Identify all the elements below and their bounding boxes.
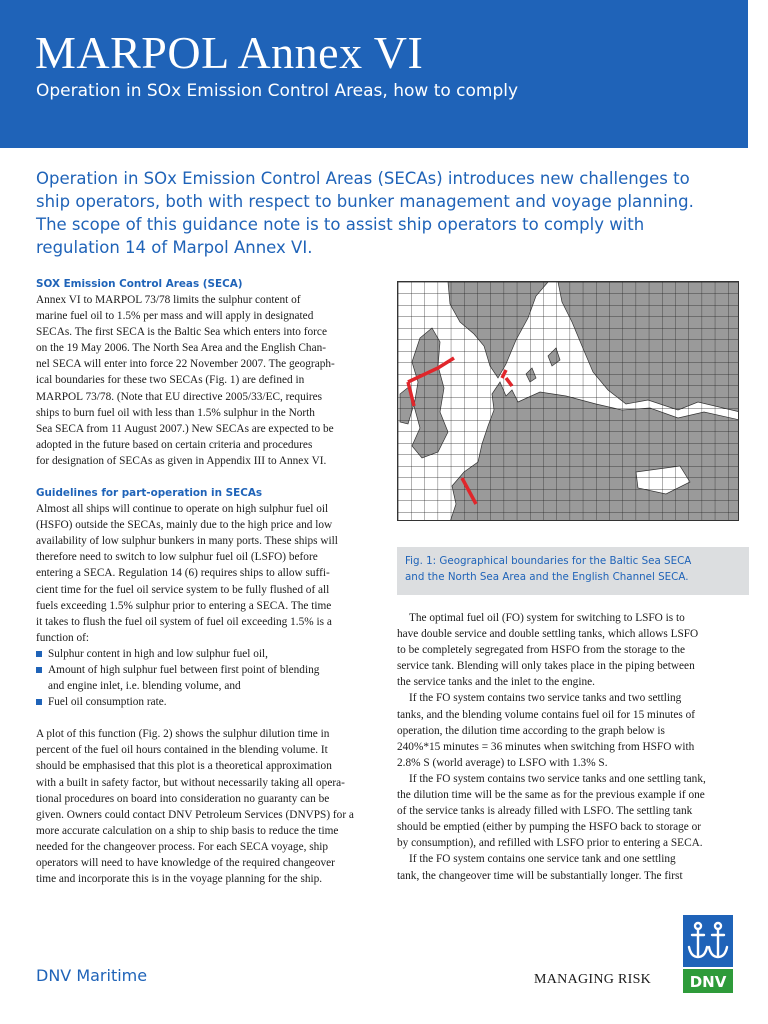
- text-line: more accurate calculation on a ship to ship basis to reduce the time: [36, 824, 339, 837]
- dnv-logo: [683, 915, 733, 993]
- header-banner: [0, 0, 748, 148]
- right-paragraph: [397, 610, 706, 690]
- text-line: ical boundaries for these two SECAs (Fig. 1) are defined in: [36, 374, 305, 387]
- text-line: therefore need to switch to low sulphur fuel oil (LSFO) before: [36, 551, 318, 564]
- text-line: availability of low sulphur bunkers in many ports. These ships will: [36, 535, 338, 548]
- text-line: marine fuel oil to 1.5% per mass and will apply in designated: [36, 310, 314, 323]
- text-line: percent of the fuel oil hours contained in the blending volume. It: [36, 744, 328, 757]
- text-line: needed for the changeover process. For each SECA voyage, ship: [36, 840, 329, 853]
- text-line: function of:: [36, 631, 90, 644]
- text-line: tanks, and the blending volume contains fuel oil for 15 minutes of: [397, 708, 696, 721]
- bullet-text-continued: and engine inlet, i.e. blending volume, and: [48, 680, 241, 693]
- text-line: the dilution time will be the same as for the previous example if one: [397, 789, 705, 802]
- figure-caption: [397, 547, 749, 595]
- footer-tagline: MANAGING RISK: [534, 972, 652, 987]
- intro-line: ship operators, both with respect to bunker management and voyage planning.: [36, 192, 694, 211]
- seca-map-svg: [398, 282, 739, 521]
- text-line: If the FO system contains two service tanks and one settling tank,: [409, 772, 706, 785]
- text-line: ships to burn fuel oil with less than 1.5% sulphur in the North: [36, 406, 315, 419]
- right-paragraph: [397, 771, 706, 851]
- intro-line: Operation in SOx Emission Control Areas (SECAs) introduces new challenges to: [36, 169, 690, 188]
- text-line: it takes to flush the fuel oil system of fuel oil exceeding 1.5% is a: [36, 615, 332, 628]
- text-line: for designation of SECAs as given in Appendix III to Annex VI.: [36, 454, 327, 467]
- bullet-item: [36, 662, 354, 678]
- text-line: tank, the changeover time will be substantially longer. The first: [397, 869, 683, 882]
- guidelines-heading: Guidelines for part-operation in SECAs: [36, 487, 263, 500]
- text-line: operators will need to have knowledge of the required changeover: [36, 857, 335, 869]
- intro-line: The scope of this guidance note is to assist ship operators to comply with: [36, 215, 645, 234]
- text-line: If the FO system contains two service tanks and two settling: [409, 692, 682, 705]
- bullet-text: Amount of high sulphur fuel between first point of blending: [48, 663, 320, 676]
- text-line: (HSFO) outside the SECAs, mainly due to the high price and low: [36, 519, 333, 532]
- text-line: nel SECA will enter into force 22 November 2007. The geograph-: [36, 358, 335, 371]
- text-line: Almost all ships will continue to operate on high sulphur fuel oil: [36, 503, 329, 516]
- text-line: of the service tanks is already filled with LSFO. The settling tank: [397, 805, 693, 818]
- text-line: SECAs. The first SECA is the Baltic Sea which enters into force: [36, 326, 327, 339]
- intro-line: regulation 14 of Marpol Annex VI.: [36, 238, 313, 257]
- dnv-logo-icon: [683, 915, 733, 993]
- bullet-marker: [36, 667, 42, 673]
- text-line: The optimal fuel oil (FO) system for switching to LSFO is to: [409, 612, 685, 624]
- text-line: time and incorporate this is in the voyage planning for the ship.: [36, 873, 323, 886]
- text-line: operation, the dilution time according to the graph below is: [397, 724, 665, 737]
- text-line: fuels exceeding 1.5% sulphur prior to entering a SECA. The time: [36, 599, 332, 612]
- text-line: the service tanks and the inlet to the engine.: [397, 676, 595, 689]
- text-line: on the 19 May 2006. The North Sea Area and the English Chan-: [36, 342, 327, 355]
- text-line: with a built in safety factor, but without necessarily taking all opera-: [36, 776, 345, 789]
- seca-paragraph: [36, 292, 354, 469]
- seca-heading: SOX Emission Control Areas (SECA): [36, 278, 243, 290]
- text-line: Annex VI to MARPOL 73/78 limits the sulphur content of: [36, 294, 301, 306]
- bullet-marker: [36, 699, 42, 705]
- logo-text: DNV: [689, 973, 727, 991]
- text-line: service tank. Blending will only takes place in the piping between: [397, 660, 695, 673]
- caption-line: Fig. 1: Geographical boundaries for the Baltic Sea SECA: [405, 555, 692, 567]
- page-title: MARPOL Annex VI: [35, 27, 424, 78]
- right-column: [397, 610, 706, 884]
- text-line: given. Owners could contact DNV Petroleum Services (DNVPS) for a: [36, 808, 354, 821]
- right-paragraph: [397, 690, 706, 770]
- text-line: MARPOL 73/78. (Note that EU directive 2005/33/EC, requires: [36, 390, 323, 403]
- text-line: by consumption), and refilled with LSFO prior to entering a SECA.: [397, 837, 703, 850]
- text-line: A plot of this function (Fig. 2) shows the sulphur dilution time in: [36, 728, 330, 741]
- right-paragraph: [397, 851, 706, 883]
- seca-map-figure: [397, 281, 739, 521]
- text-line: If the FO system contains one service tank and one settling: [409, 853, 676, 866]
- left-column: [36, 276, 354, 887]
- text-line: should be emptied (either by pumping the HSFO back to storage or: [397, 821, 702, 834]
- guidelines-paragraph: [36, 501, 354, 646]
- text-line: entering a SECA. Regulation 14 (6) requires ships to allow suffi-: [36, 567, 330, 580]
- bullet-text: Fuel oil consumption rate.: [48, 696, 167, 709]
- text-line: adopted in the future based on certain criteria and procedures: [36, 438, 313, 451]
- bullet-item: [36, 694, 354, 710]
- text-line: should be emphasised that this plot is a theoretical approximation: [36, 760, 332, 773]
- bullet-marker: [36, 651, 42, 657]
- plot-paragraph: [36, 726, 354, 887]
- intro-paragraph: [36, 167, 716, 259]
- caption-line: and the North Sea Area and the English Channel SECA.: [405, 570, 689, 583]
- text-line: Sea SECA from 11 August 2007.) New SECAs are expected to be: [36, 422, 334, 435]
- footer-brand: DNV Maritime: [36, 966, 148, 985]
- text-line: 240%*15 minutes = 36 minutes when switching from HSFO with: [397, 740, 695, 753]
- bullet-item: [36, 646, 354, 662]
- text-line: cient time for the fuel oil service system to be fully flushed of all: [36, 583, 330, 596]
- page-subtitle: Operation in SOx Emission Control Areas, how to comply: [36, 81, 519, 101]
- bullet-text: Sulphur content in high and low sulphur fuel oil,: [48, 647, 268, 660]
- text-line: tional procedures on board into consideration no guaranty can be: [36, 792, 330, 805]
- text-line: have double service and double settling tanks, which allows LSFO: [397, 628, 699, 641]
- text-line: to be completely segregated from HSFO from the storage to the: [397, 644, 685, 657]
- text-line: 2.8% S (world average) to LSFO with 1.3% S.: [397, 756, 608, 769]
